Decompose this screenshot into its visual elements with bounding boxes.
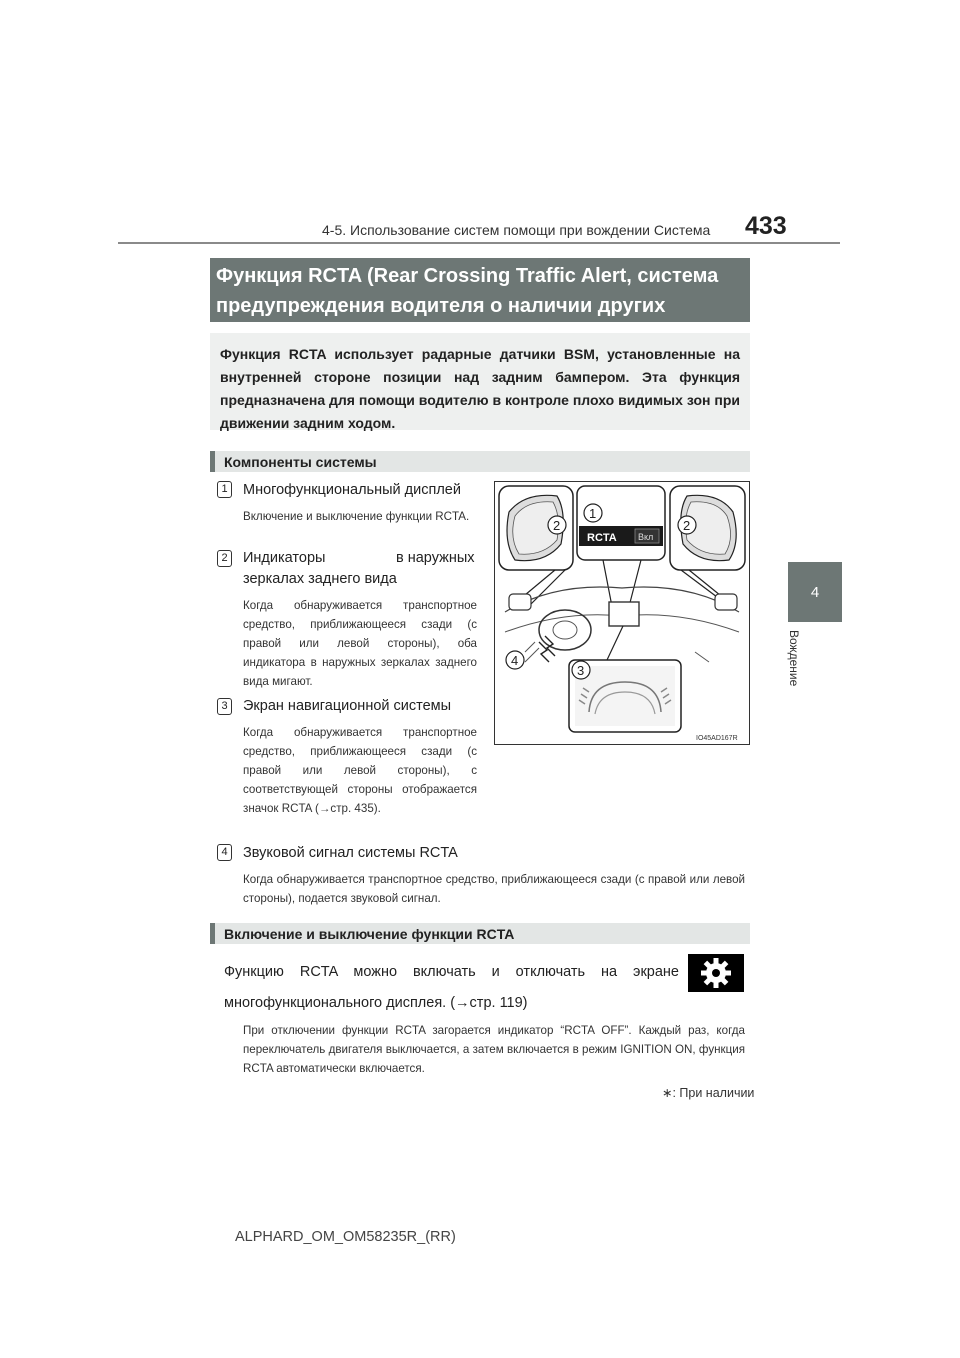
item-title: Многофункциональный дисплей bbox=[243, 482, 461, 498]
gear-icon-svg bbox=[688, 954, 744, 992]
onoff-note: При отключении функции RCTA загорается индикатор “RCTA OFF”. Каждый раз, когда переключатель двигателя выключается, а затем включается в режим IGNITION ON, функция RCTA автоматически включается. bbox=[243, 1024, 745, 1075]
item-description: Когда обнаруживается транспортное средство, приближающееся сзади (с правой или левой стороны), подается звуковой сигнал. bbox=[243, 873, 745, 905]
item-number: 2 bbox=[217, 550, 232, 567]
intro-box: Функция RCTA использует радарные датчики BSM, установленные на внутренней стороне позиции над задним бампером. Эта функция предназначена для помощи водителю в контроле плохо видимых зон при движении задним ходом. bbox=[210, 333, 750, 430]
title-line-2: предупреждения водителя о наличии других bbox=[216, 295, 666, 317]
item-description: Включение и выключение функции RCTA. bbox=[243, 510, 470, 523]
item-number: 4 bbox=[217, 844, 232, 861]
section-heading-components: Компоненты системы bbox=[210, 451, 750, 472]
chapter-number: 4 bbox=[810, 583, 820, 601]
item-description: Когда обнаруживается транспортное средство, приближающееся сзади (с правой или левой стороны), с соответствующей стороны отображается значок RCTA (→стр. 435). bbox=[243, 726, 477, 815]
header-divider bbox=[118, 242, 840, 244]
item-title-cont: зеркалах заднего вида bbox=[243, 571, 397, 587]
callout-3: 3 bbox=[577, 663, 585, 678]
onoff-line-2: многофункционального дисплея. (→стр. 119) bbox=[224, 995, 528, 1011]
callout-4: 4 bbox=[511, 653, 519, 668]
title-line-1: Функция RCTA (Rear Crossing Traffic Alert, система bbox=[216, 265, 719, 287]
gear-icon bbox=[688, 954, 744, 992]
item-description: Когда обнаруживается транспортное средство, приближающееся сзади (с правой или левой стороны), оба индикатора в наружных зеркалах заднего вида мигают. bbox=[243, 599, 477, 688]
onoff-line-1: Функцию RCTA можно включать и отключать на экране bbox=[224, 964, 679, 980]
item-title: Индикаторы bbox=[243, 550, 326, 566]
item-number: 3 bbox=[217, 698, 232, 715]
rcta-diagram bbox=[494, 481, 750, 745]
chapter-label: Вождение bbox=[787, 630, 801, 687]
page-title bbox=[210, 258, 750, 322]
callout-1: 1 bbox=[589, 506, 597, 521]
callout-2-left: 2 bbox=[553, 518, 561, 533]
rcta-display-label: RCTA bbox=[587, 532, 617, 544]
header-section-title: 4-5. Использование систем помощи при вождении Система bbox=[322, 222, 711, 238]
diagram-code: IO45AD167R bbox=[696, 735, 738, 742]
section-heading-onoff: Включение и выключение функции RCTA bbox=[210, 923, 750, 944]
footnote: ∗: При наличии bbox=[662, 1086, 755, 1100]
document-code: ALPHARD_OM_OM58235R_(RR) bbox=[235, 1229, 456, 1245]
rcta-diagram-illustration bbox=[495, 482, 749, 744]
chapter-tab bbox=[788, 562, 842, 622]
item-title: Звуковой сигнал системы RCTA bbox=[243, 845, 458, 861]
item-title: Экран навигационной системы bbox=[243, 698, 452, 714]
item-title-cont: в наружных bbox=[396, 550, 475, 566]
on-indicator-label: Вкл bbox=[638, 532, 654, 542]
item-number: 1 bbox=[217, 481, 232, 498]
callout-2-right: 2 bbox=[683, 518, 691, 533]
page-number: 433 bbox=[745, 212, 787, 240]
